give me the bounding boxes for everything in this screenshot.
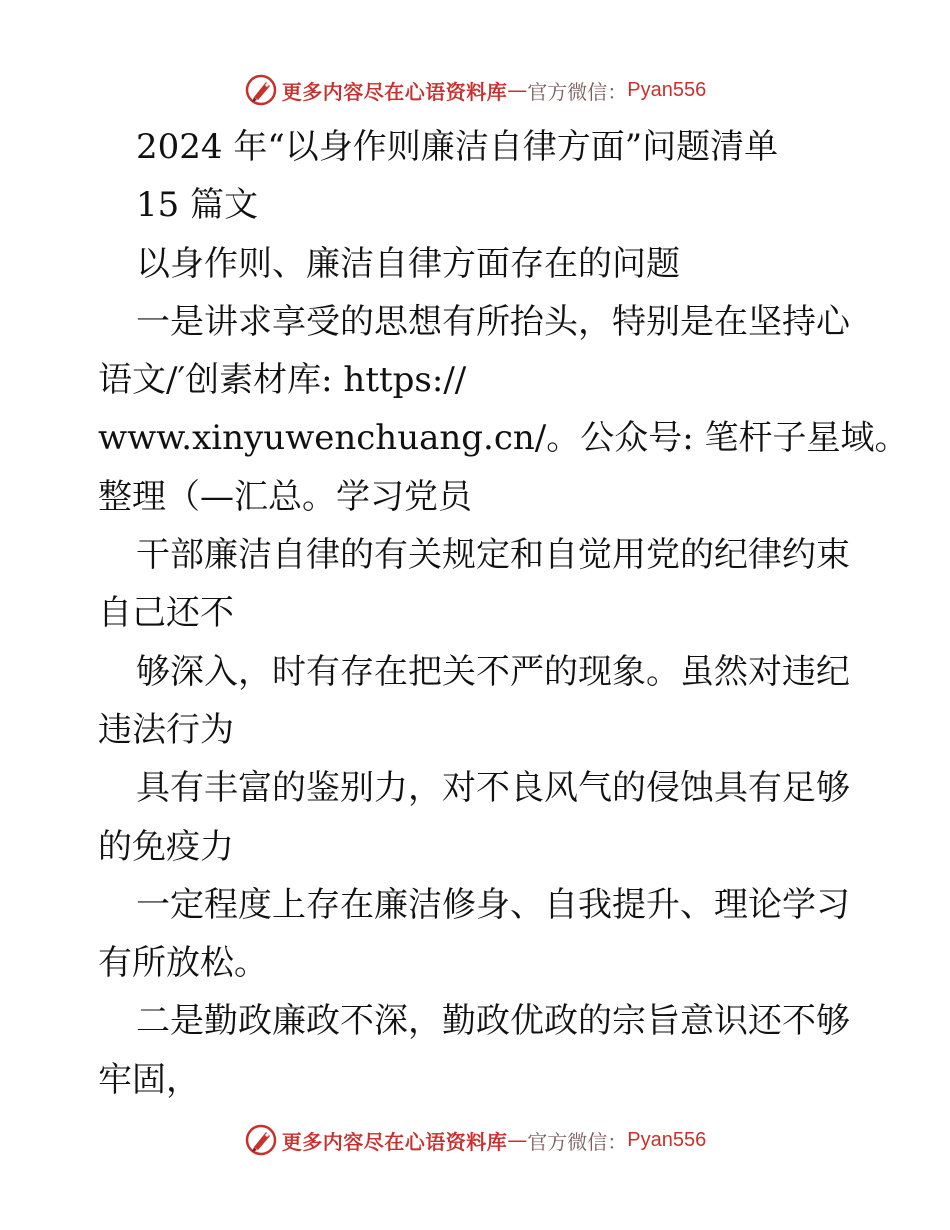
pen-nib-logo-icon (244, 73, 278, 107)
header-watermark-banner (0, 70, 950, 110)
banner-wechat-id: Pyan556 (627, 1128, 707, 1151)
paragraph-line: 干部廉洁自律的有关规定和自觉用党的纪律约束 (136, 535, 850, 576)
paragraph-line: 牢固， (98, 1059, 200, 1100)
document-title: 2024 年“以身作则廉洁自律方面”问题清单 (136, 127, 779, 167)
banner-wechat-id: Pyan556 (627, 78, 707, 101)
banner-official-label: 官方微信： (527, 79, 628, 104)
paragraph-line: 有所放松。 (98, 943, 268, 984)
paragraph-line-url: www.xinyuwenchuang.cn/。公众号: 笔杆子星域。 (98, 418, 909, 459)
paragraph-line: 一是讲求享受的思想有所抬头，特别是在坚持心 (136, 301, 850, 342)
section-heading: 以身作则、廉洁自律方面存在的问题 (136, 243, 680, 284)
paragraph-line: 的免疫力 (98, 826, 234, 867)
document-subtitle: 15 篇文 (136, 185, 259, 226)
paragraph-line: 违法行为 (98, 709, 234, 750)
paragraph-line: 够深入，时有存在把关不严的现象。虽然对违纪 (136, 651, 850, 692)
banner-dash: — (507, 1128, 528, 1152)
document-body (98, 118, 909, 1109)
paragraph-line: 语文/′创素材库: https:// (98, 360, 467, 401)
banner-official-label: 官方微信： (527, 1129, 628, 1154)
paragraph-line: 具有丰富的鉴别力，对不良风气的侵蚀具有足够 (136, 768, 850, 809)
pen-nib-logo-icon (244, 1123, 278, 1157)
banner-main-text: 更多内容尽在心语资料库 (281, 1129, 508, 1154)
paragraph-line: 自己还不 (98, 593, 234, 634)
paragraph-line: 一定程度上存在廉洁修身、自我提升、理论学习 (136, 884, 850, 925)
paragraph-line: 二是勤政廉政不深，勤政优政的宗旨意识还不够 (136, 1001, 850, 1042)
footer-watermark-banner (0, 1120, 950, 1160)
paragraph-line: 整理（—汇总。学习党员 (98, 476, 472, 517)
banner-main-text: 更多内容尽在心语资料库 (281, 79, 508, 104)
banner-dash: — (507, 78, 528, 102)
